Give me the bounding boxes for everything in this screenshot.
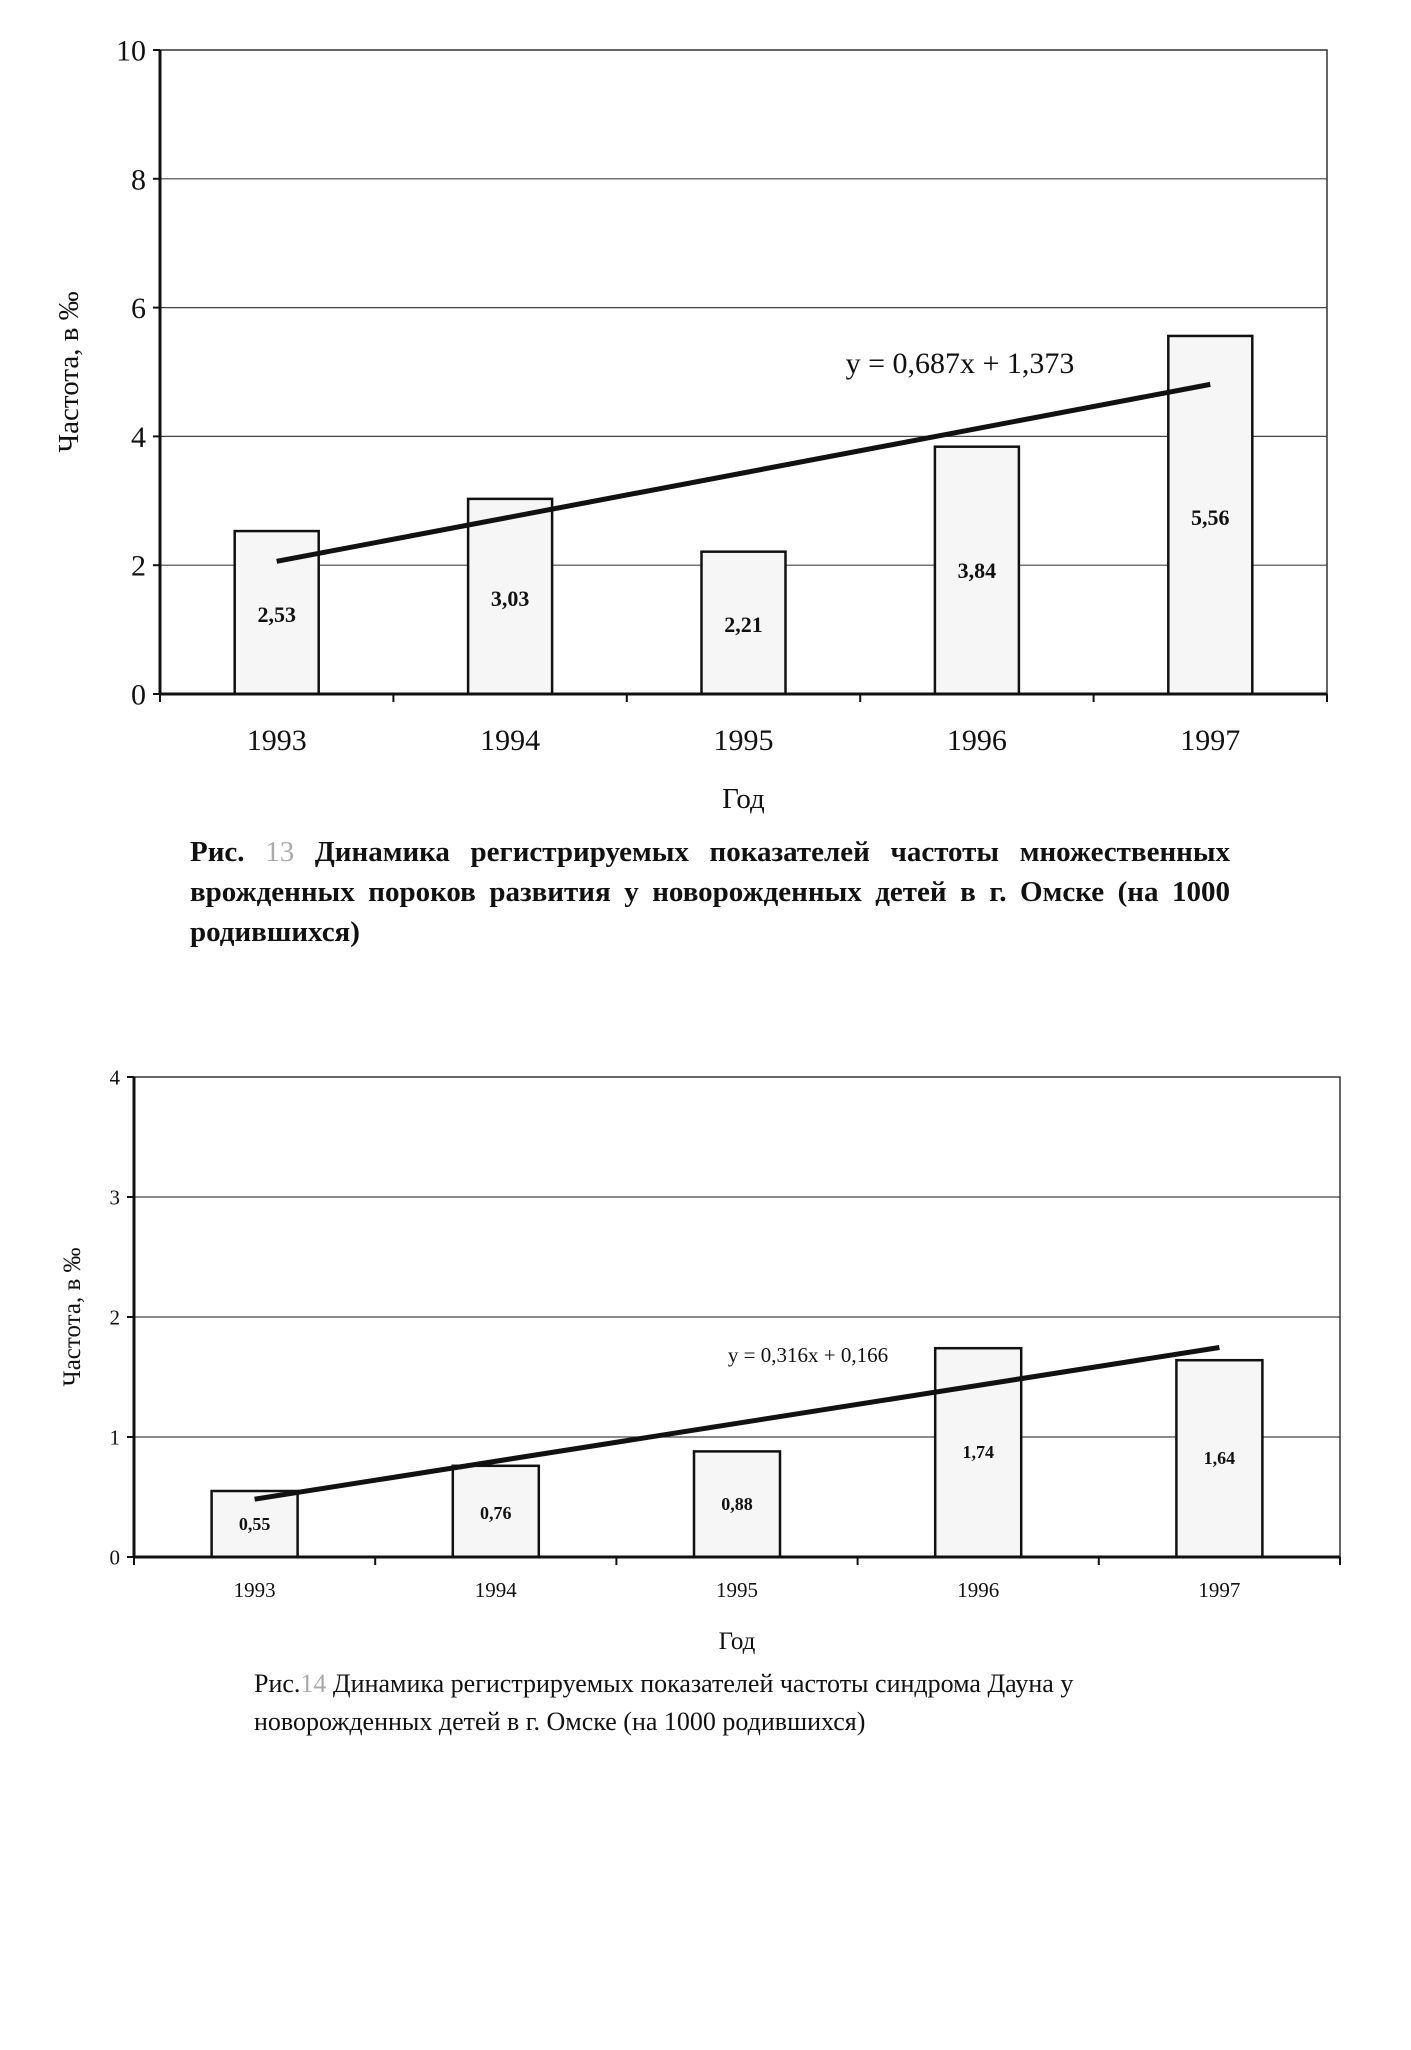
y-axis-title: Частота, в ‰ xyxy=(59,1247,86,1387)
y-tick-label: 10 xyxy=(116,34,146,68)
caption-text: Динамика регистрируемых показателей частоты множественных врожденных пороков развития у новорожденных детей в г. Омске (на 1000 родившихся) xyxy=(190,836,1231,948)
chart-13-plot xyxy=(0,0,1411,830)
data-label: 2,53 xyxy=(257,602,296,627)
x-tick-label: 1994 xyxy=(474,1578,517,1602)
caption-prefix: Рис. xyxy=(190,836,245,868)
caption-number: 14 xyxy=(300,1669,327,1698)
chart-13 xyxy=(0,0,1411,830)
figure-caption-14 xyxy=(254,1665,1214,1741)
x-axis-title: Год xyxy=(718,1628,756,1655)
data-label: 5,56 xyxy=(1191,505,1230,530)
x-tick-label: 1995 xyxy=(716,1578,758,1602)
x-tick-label: 1996 xyxy=(946,724,1007,757)
data-label: 2,21 xyxy=(724,612,763,637)
x-tick-label: 1993 xyxy=(246,724,307,757)
figure-caption-13 xyxy=(190,832,1230,952)
y-axis-title: Частота, в ‰ xyxy=(53,291,85,453)
data-label: 3,84 xyxy=(957,558,997,583)
trendline xyxy=(277,384,1211,561)
data-label: 0,55 xyxy=(238,1514,271,1534)
data-label: 1,74 xyxy=(962,1442,994,1462)
caption-number: 13 xyxy=(265,836,295,868)
chart-14 xyxy=(0,1040,1411,1655)
y-tick-label: 6 xyxy=(131,292,146,326)
x-tick-label: 1996 xyxy=(957,1578,1000,1602)
caption-prefix: Рис. xyxy=(254,1669,301,1698)
x-axis-title: Год xyxy=(722,783,765,815)
y-tick-label: 4 xyxy=(109,1065,120,1090)
chart-14-plot xyxy=(0,1040,1411,1655)
x-tick-label: 1994 xyxy=(480,724,541,757)
trendline-equation: y = 0,316x + 0,166 xyxy=(727,1343,889,1367)
y-tick-label: 0 xyxy=(109,1545,120,1570)
trendline-equation: y = 0,687x + 1,373 xyxy=(845,347,1075,380)
y-tick-label: 8 xyxy=(131,163,146,197)
y-tick-label: 2 xyxy=(109,1305,120,1330)
x-tick-label: 1993 xyxy=(233,1578,276,1602)
x-tick-label: 1997 xyxy=(1198,1578,1241,1602)
data-label: 0,88 xyxy=(721,1494,753,1514)
y-tick-label: 3 xyxy=(109,1185,120,1210)
caption-text: Динамика регистрируемых показателей частоты синдрома Дауна у новорожденных детей в г. Омске (на 1000 родившихся) xyxy=(254,1669,1074,1736)
y-tick-label: 1 xyxy=(109,1425,120,1450)
y-tick-label: 4 xyxy=(131,420,146,454)
data-label: 1,64 xyxy=(1203,1448,1236,1468)
x-tick-label: 1997 xyxy=(1180,724,1241,757)
y-tick-label: 2 xyxy=(131,549,146,583)
y-tick-label: 0 xyxy=(131,678,146,712)
data-label: 0,76 xyxy=(480,1503,512,1523)
data-label: 3,03 xyxy=(490,586,530,611)
x-tick-label: 1995 xyxy=(713,724,774,757)
